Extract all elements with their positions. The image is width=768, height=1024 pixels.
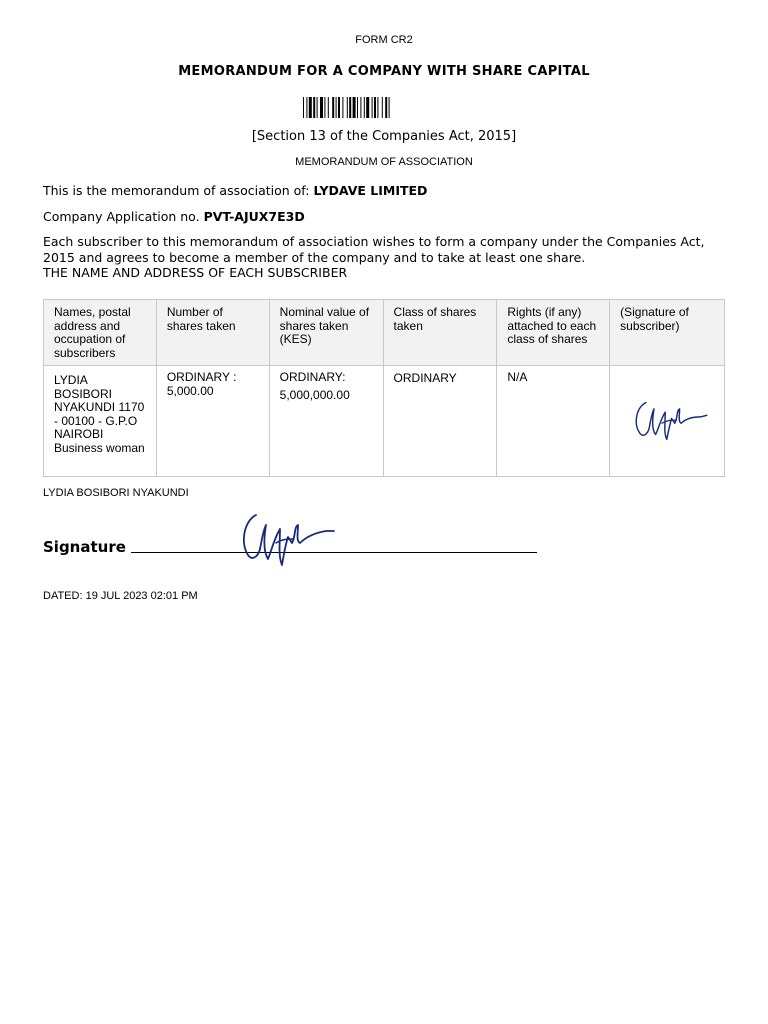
company-name-line bbox=[43, 183, 427, 198]
subscriber-table bbox=[43, 299, 725, 477]
subscriber-signature-image bbox=[630, 396, 710, 441]
document-title: MEMORANDUM FOR A COMPANY WITH SHARE CAPITAL bbox=[178, 64, 590, 79]
table-header-cell: Number of shares taken bbox=[156, 300, 269, 366]
signature-label: Signature bbox=[43, 538, 126, 556]
subscriber-printed-name: LYDIA BOSIBORI NYAKUNDI bbox=[43, 487, 189, 499]
statement-paragraph: Each subscriber to this memorandum of association wishes to form a company under the Companies Act, 2015 and agrees to become a member of the company and to take at least one share. bbox=[43, 234, 705, 265]
table-header-cell: (Signature of subscriber) bbox=[610, 300, 725, 366]
document-subheading: MEMORANDUM OF ASSOCIATION bbox=[295, 156, 473, 168]
share-class: ORDINARY bbox=[383, 366, 497, 477]
share-rights: N/A bbox=[497, 366, 610, 477]
company-intro-label: This is the memorandum of association of: bbox=[43, 183, 314, 198]
application-number: PVT-AJUX7E3D bbox=[203, 209, 305, 224]
nominal-class-label: ORDINARY: bbox=[279, 370, 346, 384]
subscriber-table-heading: THE NAME AND ADDRESS OF EACH SUBSCRIBER bbox=[43, 265, 348, 280]
nominal-amount: 5,000,000.00 bbox=[279, 387, 350, 402]
barcode bbox=[303, 97, 467, 118]
signature-image bbox=[236, 508, 336, 566]
table-row bbox=[44, 366, 725, 477]
subscriber-name-address: LYDIA BOSIBORI NYAKUNDI 1170 - 00100 - G.P.O NAIROBI Business woman bbox=[44, 366, 157, 477]
dated-timestamp: DATED: 19 JUL 2023 02:01 PM bbox=[43, 590, 198, 602]
statement bbox=[43, 234, 728, 281]
table-header-cell: Nominal value of shares taken (KES) bbox=[269, 300, 383, 366]
nominal-value bbox=[269, 366, 383, 477]
table-header-cell: Class of shares taken bbox=[383, 300, 497, 366]
application-label: Company Application no. bbox=[43, 209, 204, 224]
shares-taken: ORDINARY : 5,000.00 bbox=[156, 366, 269, 477]
form-code: FORM CR2 bbox=[355, 34, 413, 46]
table-header-cell: Rights (if any) attached to each class of shares bbox=[497, 300, 610, 366]
table-header-row bbox=[44, 300, 725, 366]
company-name: LYDAVE LIMITED bbox=[313, 183, 428, 198]
section-reference: [Section 13 of the Companies Act, 2015] bbox=[251, 129, 517, 144]
application-number-line bbox=[43, 209, 305, 224]
table-header-cell: Names, postal address and occupation of subscribers bbox=[44, 300, 157, 366]
signature-cell bbox=[610, 366, 725, 477]
